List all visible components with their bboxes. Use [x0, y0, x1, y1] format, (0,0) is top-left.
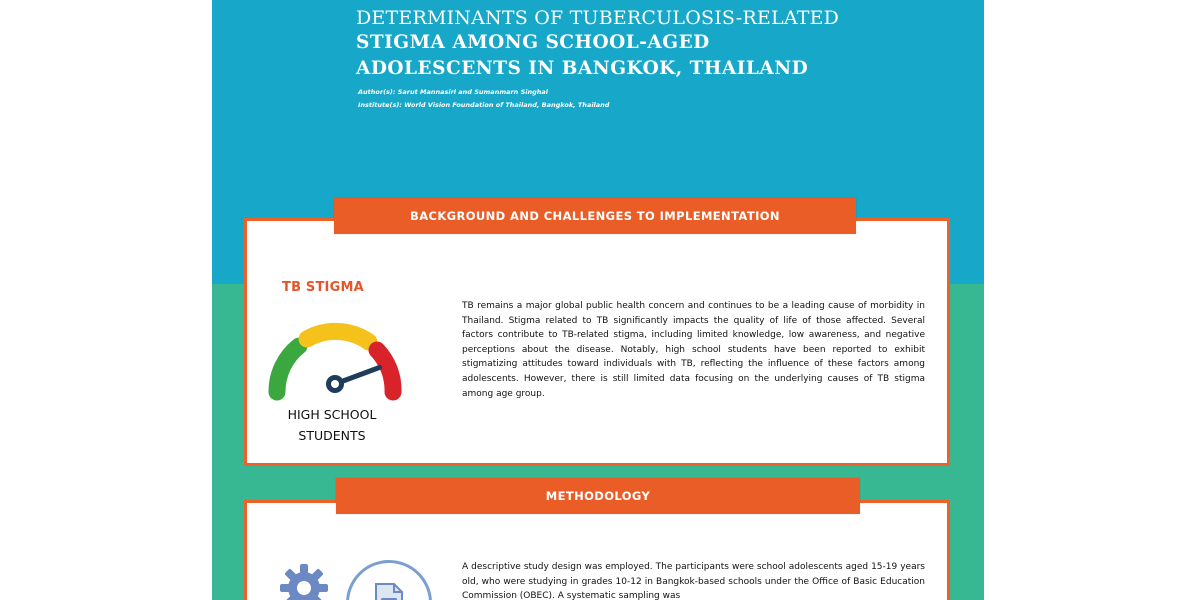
poster-title [356, 6, 956, 82]
gauge-caption [274, 404, 390, 446]
gauge-caption-line-1: HIGH SCHOOL [287, 407, 377, 422]
background-paragraph: TB remains a major global public health concern and continues to be a leading cause of morbidity in Thailand. Stigma related to TB significantly impacts the quality of life of those affected. Several factors contribute to TB-related stigma, including limited knowledge, low awareness, and negative perceptions about the disease. Notably, high school students have been reported to exhibit stigmatizing attitudes toward individuals with TB, reflecting the influence of these factors among adolescents. However, there is still limited data focusing on the underlying causes of TB stigma among age group. [462, 301, 925, 399]
title-line-2: STIGMA AMONG SCHOOL-AGED [356, 32, 710, 53]
section-header-methodology: METHODOLOGY [336, 478, 860, 514]
section-header-background: BACKGROUND AND CHALLENGES TO IMPLEMENTATION [334, 198, 856, 234]
poster-meta [358, 86, 609, 112]
gear-icon [278, 562, 330, 600]
title-line-1: DETERMINANTS OF TUBERCULOSIS-RELATED [356, 7, 840, 29]
gauge-caption-line-2: STUDENTS [298, 428, 366, 443]
title-line-3: ADOLESCENTS IN BANGKOK, THAILAND [356, 58, 809, 79]
methodology-paragraph: A descriptive study design was employed. The participants were school adolescents aged 15-19 years old, who were studying in grades 10-12 in Bangkok-based schools under the Office of Basic Education Commission (OBEC). A systematic sampling was [462, 562, 925, 600]
document-icon [366, 578, 410, 600]
stigma-gauge-icon [255, 306, 411, 402]
authors-line: Author(s): Sarut Mannasirl and Sumanmarn Singhal [358, 88, 549, 96]
tb-stigma-label: TB STIGMA [282, 280, 364, 295]
institution-line: Institute(s): World Vision Foundation of Thailand, Bangkok, Thailand [358, 101, 610, 109]
poster [212, 0, 984, 600]
